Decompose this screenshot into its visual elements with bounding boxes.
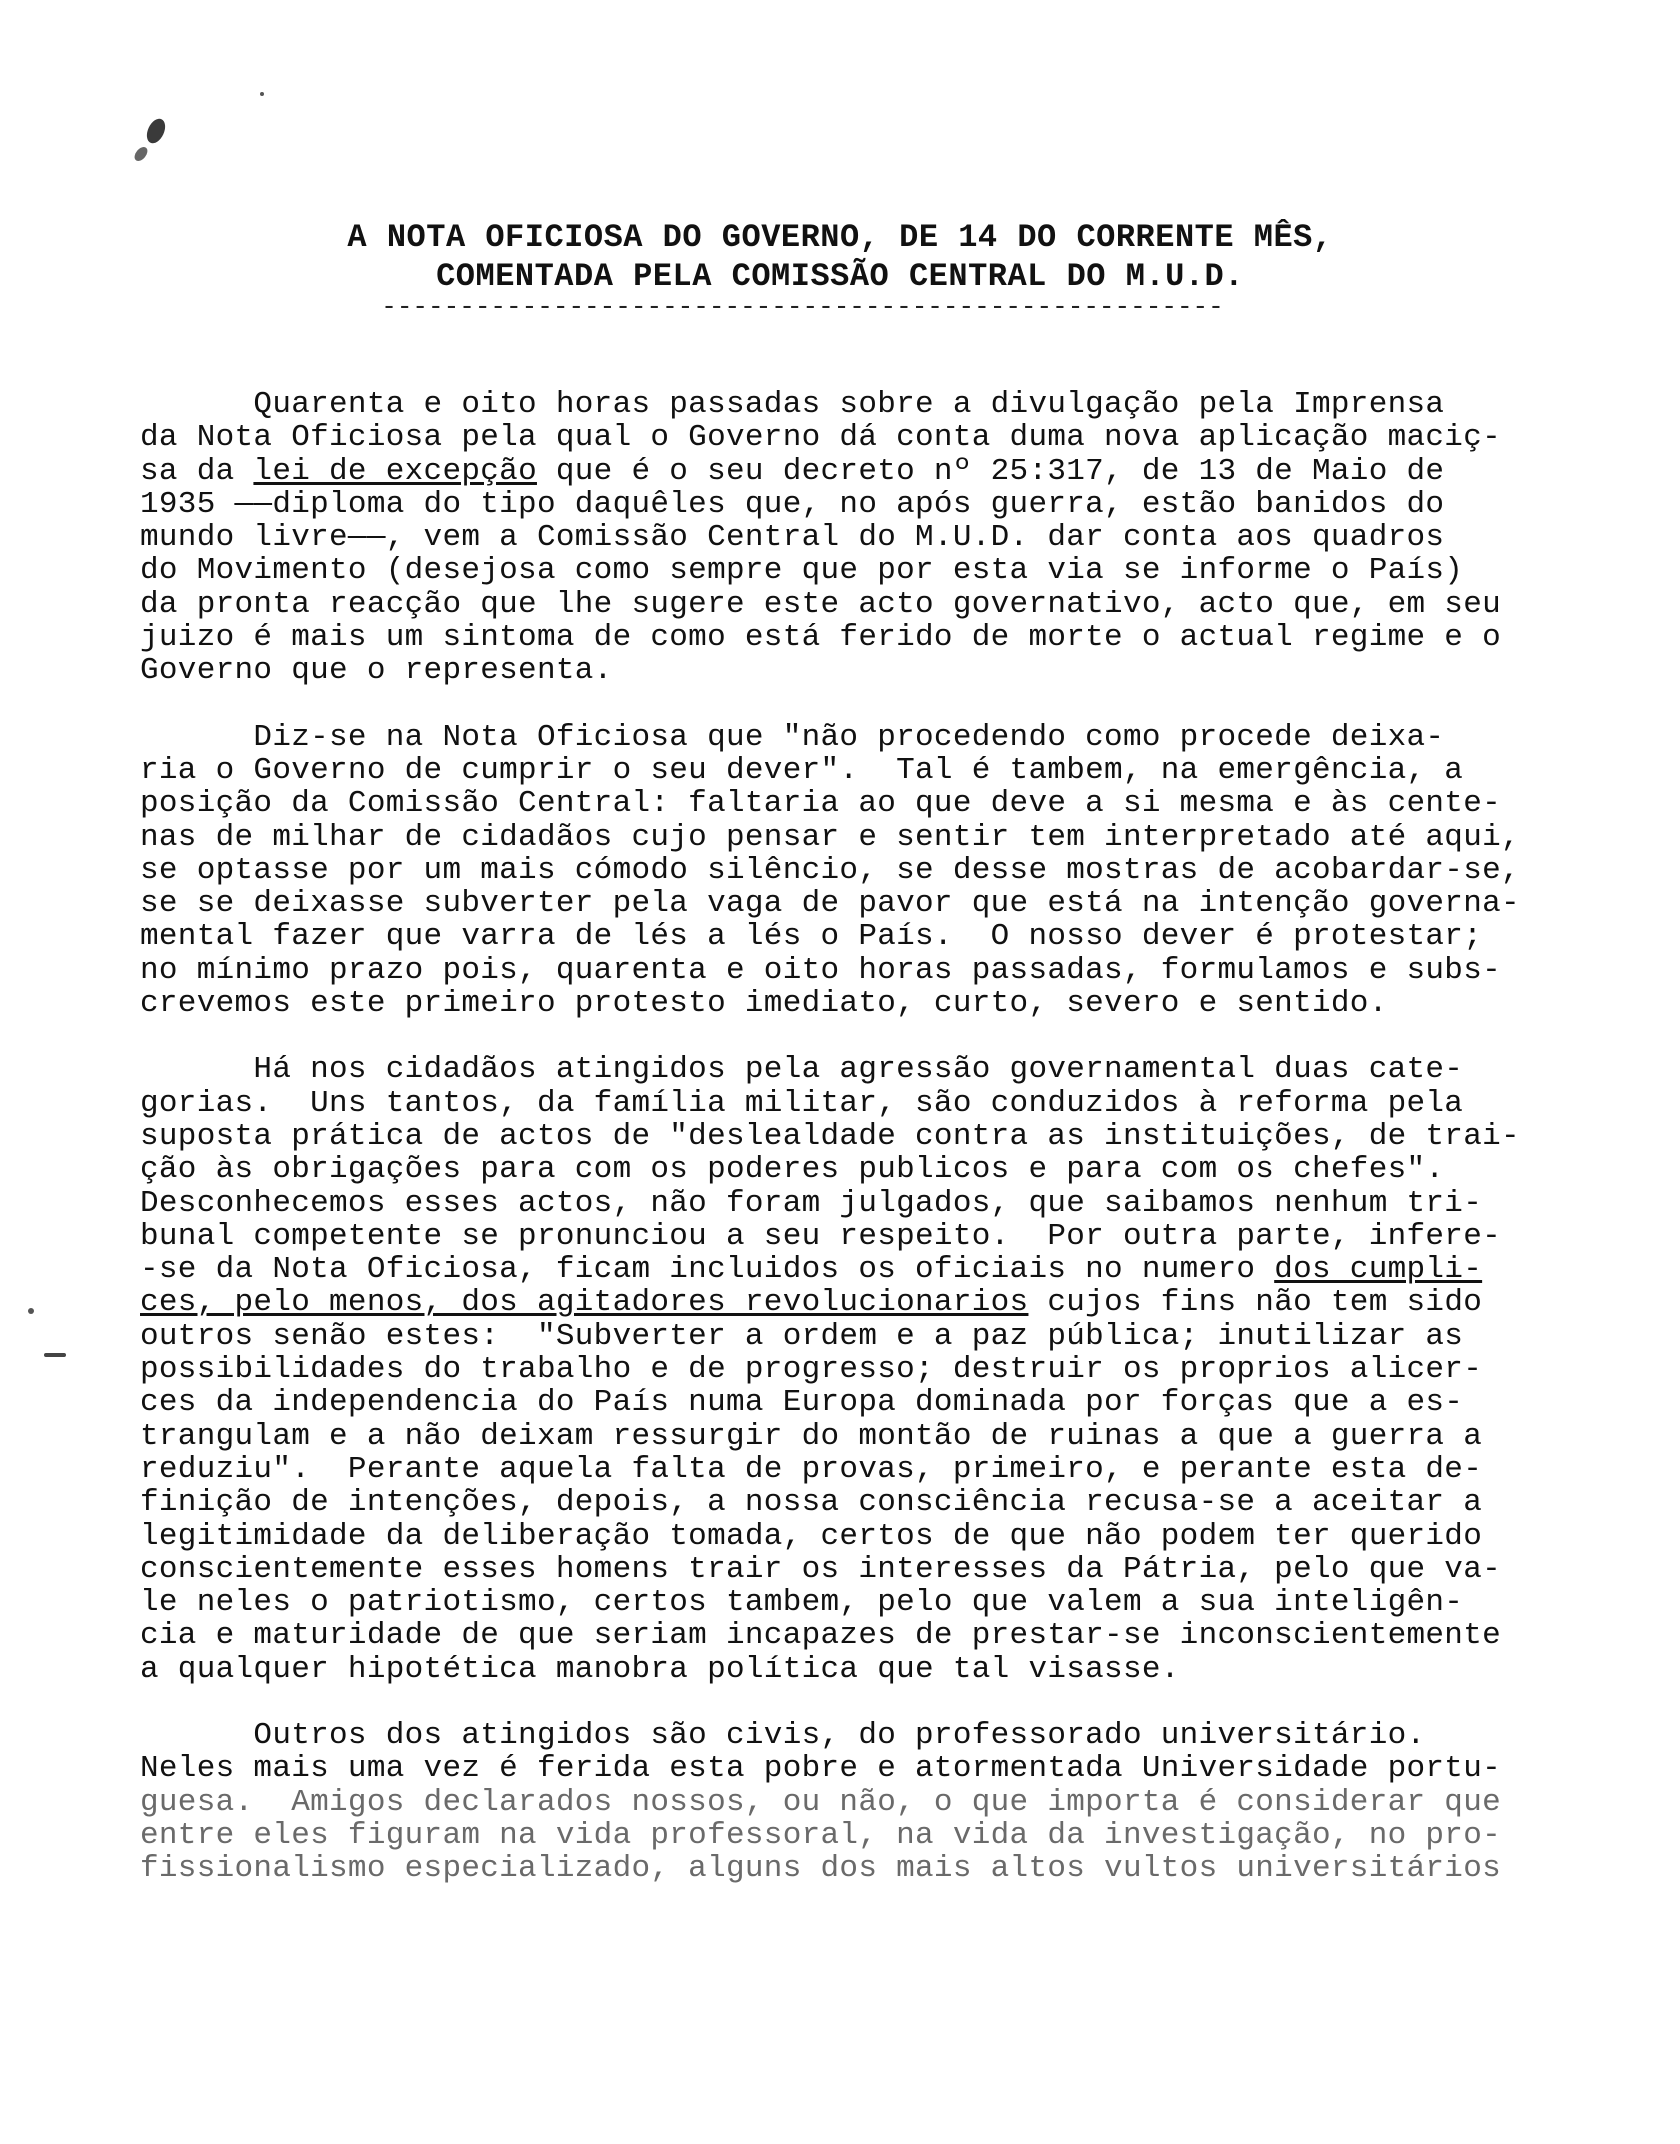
text-line: se se deixasse subverter pela vaga de pavor que está na intenção governa- <box>140 886 1520 922</box>
text-line: Quarenta e oito horas passadas sobre a divulgação pela Imprensa <box>140 387 1445 422</box>
margin-mark <box>44 1353 66 1357</box>
text-segment: -se da Nota Oficiosa, ficam incluidos os oficiais no numero <box>140 1252 1275 1288</box>
text-line: do Movimento (desejosa como sempre que por esta via se informe o País) <box>140 553 1464 589</box>
text-line: fissionalismo especializado, alguns dos mais altos vultos universitários <box>140 1851 1502 1887</box>
text-line: Outros dos atingidos são civis, do professorado universitário. <box>140 1717 1426 1753</box>
text-line: cia e maturidade de que seriam incapazes de prestar-se inconscientemente <box>140 1618 1502 1654</box>
text-line: mundo livre——, vem a Comissão Central do M.U.D. dar conta aos quadros <box>140 520 1445 556</box>
paragraph-4 <box>140 1719 1600 1885</box>
text-line: bunal competente se pronunciou a seu respeito. Por outra parte, infere- <box>140 1218 1502 1254</box>
title-rule: ------------------------------------------------------ <box>381 296 1224 318</box>
text-line: ção às obrigações para com os poderes publicos e para com os chefes". <box>140 1152 1445 1188</box>
document-body <box>140 388 1600 1918</box>
text-line: legitimidade da deliberação tomada, certos de que não podem ter querido <box>140 1518 1483 1554</box>
text-line: da pronta reacção que lhe sugere este acto governativo, acto que, em seu <box>140 586 1502 622</box>
text-line: nas de milhar de cidadãos cujo pensar e sentir tem interpretado até aqui, <box>140 819 1520 855</box>
text-segment: cujos fins não tem sido <box>1028 1285 1483 1321</box>
text-segment: que é o seu decreto nº 25:317, de 13 de Maio de <box>536 453 1445 489</box>
text-line: finição de intenções, depois, a nossa consciência recusa-se a aceitar a <box>140 1485 1483 1521</box>
text-line: guesa. Amigos declarados nossos, ou não, o que importa é considerar que <box>140 1784 1502 1820</box>
text-line: possibilidades do trabalho e de progresso; destruir os proprios alicer- <box>140 1352 1483 1388</box>
paragraph-1 <box>140 388 1600 688</box>
text-line: Neles mais uma vez é ferida esta pobre e atormentada Universidade portu- <box>140 1751 1502 1787</box>
text-line: 1935 ——diploma do tipo daquêles que, no após guerra, estão banidos do <box>140 486 1445 522</box>
text-segment: sa da <box>140 453 254 489</box>
text-line: da Nota Oficiosa pela qual o Governo dá conta duma nova aplicação maciç- <box>140 420 1502 456</box>
top-dot <box>260 92 264 96</box>
text-line: a qualquer hipotética manobra política que tal visasse. <box>140 1651 1180 1687</box>
paragraph-2 <box>140 721 1600 1021</box>
text-line <box>140 1253 1600 1286</box>
ink-blot-mark <box>143 116 168 146</box>
document-title <box>250 218 1430 318</box>
text-line: reduziu". Perante aquela falta de provas, primeiro, e perante esta de- <box>140 1451 1483 1487</box>
underlined-phrase: lei de excepção <box>253 453 537 489</box>
text-line: ces da independencia do País numa Europa dominada por forças que a es- <box>140 1385 1464 1421</box>
text-line: trangulam e a não deixam ressurgir do montão de ruinas a que a guerra a <box>140 1418 1483 1454</box>
text-line: suposta prática de actos de "deslealdade contra as instituições, de trai- <box>140 1118 1520 1154</box>
text-line: se optasse por um mais cómodo silêncio, se desse mostras de acobardar-se, <box>140 852 1520 888</box>
paragraph-3 <box>140 1053 1600 1686</box>
text-line: posição da Comissão Central: faltaria ao que deve a si mesma e às cente- <box>140 786 1502 822</box>
text-line: Diz-se na Nota Oficiosa que "não procedendo como procede deixa- <box>140 719 1445 755</box>
title-line-2: COMENTADA PELA COMISSÃO CENTRAL DO M.U.D. <box>436 258 1244 295</box>
text-line: entre eles figuram na vida professoral, na vida da investigação, no pro- <box>140 1817 1502 1853</box>
text-line: Há nos cidadãos atingidos pela agressão governamental duas cate- <box>140 1052 1464 1088</box>
text-line: no mínimo prazo pois, quarenta e oito horas passadas, formulamos e subs- <box>140 952 1502 988</box>
text-line: outros senão estes: "Subverter a ordem e a paz pública; inutilizar as <box>140 1318 1464 1354</box>
text-line: conscientemente esses homens trair os interesses da Pátria, pelo que va- <box>140 1551 1502 1587</box>
title-line-1: A NOTA OFICIOSA DO GOVERNO, DE 14 DO CORRENTE MÊS, <box>347 219 1333 256</box>
ink-blot-tail <box>132 145 150 164</box>
text-line: juizo é mais um sintoma de como está ferido de morte o actual regime e o <box>140 620 1502 656</box>
text-line: Governo que o representa. <box>140 653 613 689</box>
text-line <box>140 455 1600 488</box>
text-line: Desconhecemos esses actos, não foram julgados, que saibamos nenhum tri- <box>140 1185 1483 1221</box>
text-line <box>140 1286 1600 1319</box>
text-line: crevemos este primeiro protesto imediato, curto, severo e sentido. <box>140 986 1388 1022</box>
text-line: mental fazer que varra de lés a lés o País. O nosso dever é protestar; <box>140 919 1483 955</box>
underlined-phrase: dos cumpli- <box>1274 1252 1483 1288</box>
text-line: gorias. Uns tantos, da família militar, são conduzidos à reforma pela <box>140 1085 1464 1121</box>
text-line: le neles o patriotismo, certos tambem, pelo que valem a sua inteligên- <box>140 1585 1464 1621</box>
underlined-phrase: ces, pelo menos, dos agitadores revolucionarios <box>140 1285 1029 1321</box>
text-line: ria o Governo de cumprir o seu dever". Tal é tambem, na emergência, a <box>140 752 1464 788</box>
margin-dot <box>28 1308 34 1314</box>
